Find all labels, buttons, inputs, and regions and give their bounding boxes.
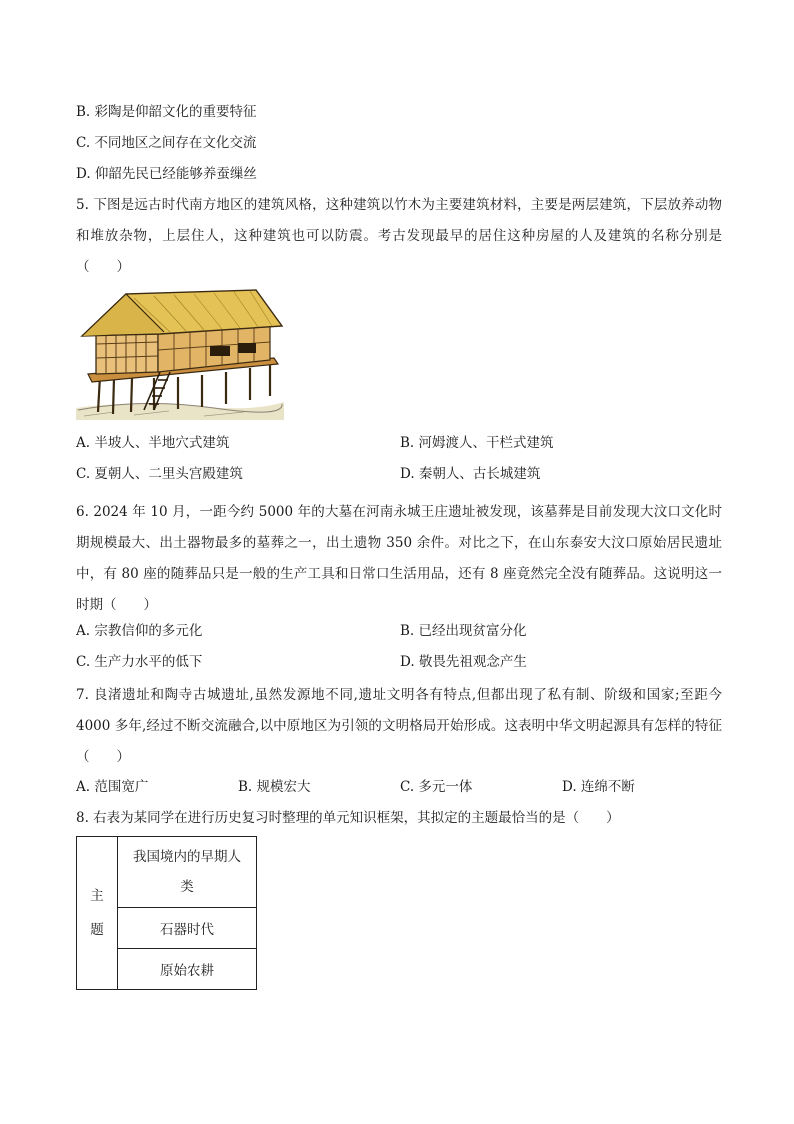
q5-stem: 5. 下图是远古时代南方地区的建筑风格，这种建筑以竹木为主要建筑材料，主要是两层建筑，下层放养动物和堆放杂物，上层住人，这种建筑也可以防震。考古发现最早的居住这种房屋的人及建筑的名称分别是（ ） <box>76 197 722 275</box>
q7-stem: 7. 良渚遗址和陶寺古城遗址,虽然发源地不同,遗址文明各有特点,但都出现了私有制、阶级和国家;至距今 4000 多年,经过不断交流融合,以中原地区为引领的文明格局开始形成。这表明中华文明起源具有怎样的特征（ ） <box>76 687 722 765</box>
table-row <box>118 908 257 949</box>
q7-option-a: A. 范围宽广 <box>76 779 149 795</box>
q7-option-b: B. 规模宏大 <box>238 779 311 795</box>
q4-option-b: B. 彩陶是仰韶文化的重要特征 <box>76 104 257 120</box>
q7-option-c: C. 多元一体 <box>400 779 473 795</box>
table-theme-header <box>77 837 118 990</box>
q6-option-c: C. 生产力水平的低下 <box>76 654 203 670</box>
table-cell-text: 原始农耕 <box>160 963 214 979</box>
stilt-house-illustration <box>74 288 286 420</box>
table-row <box>118 837 257 908</box>
q5-option-c: C. 夏朝人、二里头宫殿建筑 <box>76 466 243 482</box>
knowledge-frame-table <box>76 836 257 990</box>
q4-option-c: C. 不同地区之间存在文化交流 <box>76 135 257 151</box>
q5-option-d: D. 秦朝人、古长城建筑 <box>400 466 541 482</box>
q4-option-d: D. 仰韶先民已经能够养蚕缫丝 <box>76 166 257 182</box>
q6-option-a: A. 宗教信仰的多元化 <box>76 623 203 639</box>
q8-stem: 8. 右表为某同学在进行历史复习时整理的单元知识框架，其拟定的主题最恰当的是（ ） <box>76 810 620 826</box>
q6-stem: 6. 2024 年 10 月，一距今约 5000 年的大墓在河南永城王庄遗址被发现，该墓葬是目前发现大汶口文化时期规模最大、出土器物最多的墓葬之一，出土遗物 350 余件。对比之下，在山东泰安大汶口原始居民遗址中，有 80 座的随葬品只是一般的生产工具和日常口生活用品，还有 8 座竟然完全没有随葬品。这说明这一时期（ ） <box>76 504 722 613</box>
table-theme-header-line1: 主 <box>90 888 104 904</box>
q5-option-a: A. 半坡人、半地穴式建筑 <box>76 435 230 451</box>
q6-option-d: D. 敬畏先祖观念产生 <box>400 654 527 670</box>
q7-option-d: D. 连绵不断 <box>562 779 635 795</box>
q5-option-b: B. 河姆渡人、干栏式建筑 <box>400 435 554 451</box>
table-theme-header-line2: 题 <box>90 922 104 938</box>
table-cell-text: 石器时代 <box>160 922 214 938</box>
table-cell-text: 我国境内的早期人类 <box>133 849 241 895</box>
table-row <box>118 949 257 990</box>
q6-option-b: B. 已经出现贫富分化 <box>400 623 527 639</box>
